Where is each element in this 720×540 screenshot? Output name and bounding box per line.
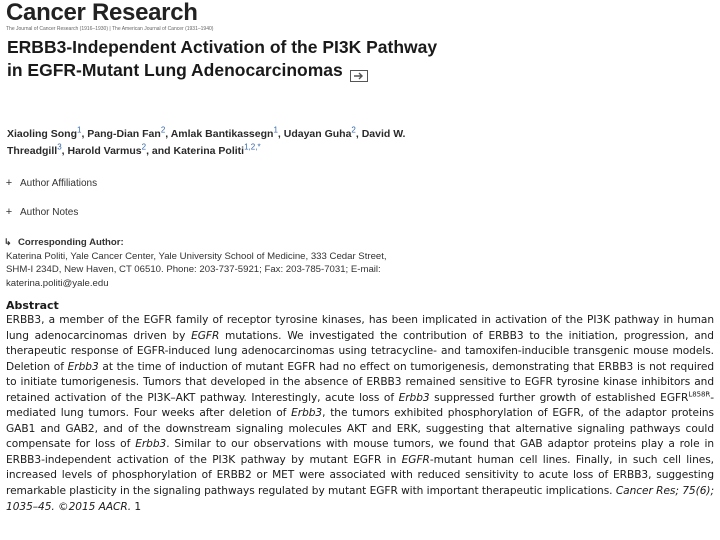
abstract-italic-text: EGFR (191, 329, 220, 342)
author-name[interactable]: Udayan Guha (283, 128, 352, 140)
author-name[interactable]: Katerina Politi (173, 145, 245, 157)
author-affiliations-toggle[interactable] (4, 176, 97, 190)
abstract-text: -mediated lung tumors. Four weeks after deletion of (6, 391, 714, 420)
author-affiliation-marker: 3 (57, 142, 62, 152)
abstract-italic-text: Erbb3 (135, 438, 167, 451)
author-affiliation-marker: 1 (273, 125, 278, 135)
article-title (7, 36, 447, 81)
plus-icon: + (5, 206, 13, 218)
author-affiliation-marker: 1,2,* (244, 142, 261, 152)
author-affiliation-marker: 2 (160, 125, 166, 135)
abstract-text: at the time of induction of mutant EGFR had no effect on tumorigenesis, demonstrating that ERBB3 is not required to initiate tumorigenesis. Tumors that developed in the absence of ERBB3 remained sensitive to EGFR tyrosine kinase inhibitors and retained activation of the PI3K–AKT pathway. Interestingly, acute loss of (6, 360, 715, 404)
author-separator: , (277, 128, 284, 140)
author-name[interactable]: Pang-Dian Fan (87, 128, 161, 140)
journal-name: Cancer Research (6, 0, 198, 26)
author-name[interactable]: Harold Varmus (67, 145, 142, 157)
corresponding-heading-text: Corresponding Author: (18, 237, 124, 248)
email-link[interactable]: katerina.politi@yale.edu (6, 277, 109, 289)
corresponding-line-1: Katerina Politi, Yale Cancer Center, Yale University School of Medicine, 333 Cedar Street, (6, 250, 387, 262)
author-separator: , (81, 128, 88, 140)
share-icon[interactable] (350, 65, 368, 77)
abstract-text: , the tumors exhibited phosphorylation of EGFR, of the adaptor proteins GAB1 and GAB2, and of the downstream signaling molecules AKT and ERK, suggesting that alternative signaling pathways could compensate for loss of (6, 407, 715, 451)
article-title-text: ERBB3-Independent Activation of the PI3K Pathway in EGFR-Mutant Lung Adenocarcinomas (7, 37, 438, 80)
corresponding-author-heading (4, 236, 454, 250)
author-separator: , (165, 128, 171, 140)
abstract-italic-text: Cancer Res; 75(6); 1035–45. ©2015 AACR. (6, 485, 714, 513)
author-name[interactable]: David W. Threadgill (7, 128, 406, 157)
author-notes-label: Author Notes (20, 206, 79, 218)
author-separator: , and (146, 145, 174, 157)
abstract-italic-text: Erbb3 (67, 360, 99, 373)
abstract-body (6, 313, 714, 515)
corner-arrow-icon: ↳ (4, 237, 12, 247)
abstract-text: . Similar to our observations with mouse tumors, we found that GAB adaptor proteins play a role in ERBB3-independent activation of the PI3K pathway by mutant EGFR in (6, 438, 715, 466)
author-affiliation-marker: 1 (77, 125, 82, 135)
plus-icon: + (5, 177, 13, 189)
author-name[interactable]: Xiaoling Song (7, 128, 77, 140)
abstract-text: 1 (131, 500, 142, 513)
author-affiliations-label: Author Affiliations (20, 177, 98, 189)
author-list (7, 126, 447, 160)
author-affiliation-marker: 2 (141, 142, 147, 152)
author-name[interactable]: Amlak Bantikassegn (170, 128, 274, 140)
author-separator: , (61, 145, 68, 157)
author-notes-toggle[interactable] (4, 205, 78, 219)
journal-subtitle: The Journal of Cancer Research (1916–1930) | The American Journal of Cancer (1931–1940) (6, 26, 214, 32)
abstract-text: mutations. We investigated the contribution of ERBB3 to the initiation, progression, and therapeutic response of EGFR-induced lung adenocarcinomas using tetracycline- and tamoxifen-inducible transgenic mouse models. Deletion of (6, 329, 714, 373)
abstract-italic-text: EGFR (401, 453, 430, 466)
author-affiliation-marker: 2 (351, 125, 356, 135)
abstract-section (6, 298, 714, 515)
abstract-italic-text: Erbb3 (398, 391, 430, 404)
abstract-text: -mutant human cell lines. Finally, in such cell lines, increased levels of phosphorylation of ERBB2 or MET were associated with reduced sensitivity to acute loss of ERBB3, suggesting remarkable plasticity in the signaling pathways regulated by mutant EGFR with important therapeutic implications. (6, 453, 714, 498)
journal-header (6, 0, 456, 33)
abstract-text: suppressed further growth of established EGFR (429, 391, 689, 404)
corresponding-author (4, 236, 454, 290)
corresponding-email-line (4, 277, 454, 291)
abstract-italic-text: Erbb3 (291, 407, 323, 420)
corresponding-line-2: SHM-I 234D, New Haven, CT 06510. Phone: 203-737-5921; Fax: 203-785-7031; E-mail: (6, 264, 381, 275)
abstract-heading: Abstract (6, 299, 59, 312)
author-separator: , (355, 128, 362, 140)
abstract-text: ERBB3, a member of the EGFR family of receptor tyrosine kinases, has been implicated in activation of the PI3K pathway in human lung adenocarcinomas driven by (6, 314, 714, 342)
abstract-superscript: L858R (688, 390, 711, 399)
